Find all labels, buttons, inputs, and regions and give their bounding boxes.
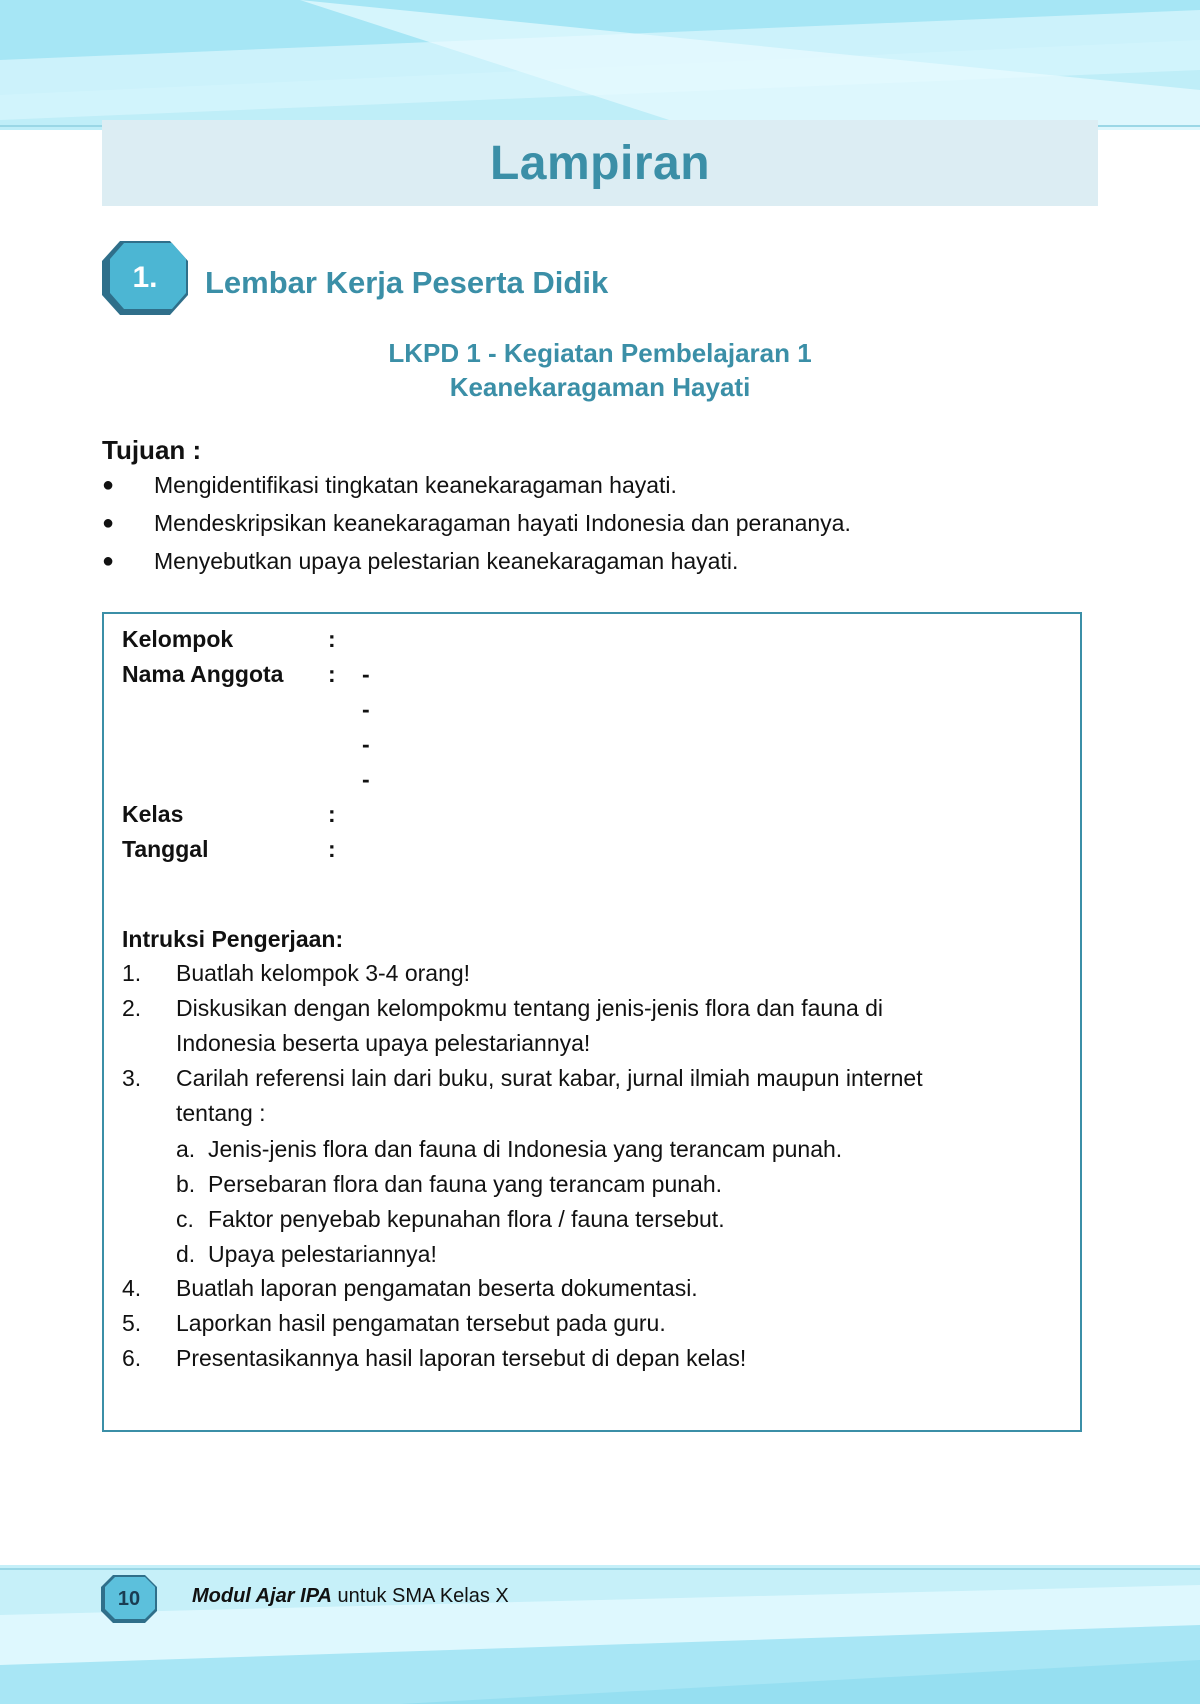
lkpd-title <box>0 336 1200 404</box>
header-decoration <box>0 0 1200 130</box>
bullet-icon: ● <box>102 474 115 496</box>
member-dash: - <box>362 661 370 687</box>
member-dash: - <box>362 731 370 757</box>
tujuan-heading: Tujuan : <box>102 435 202 465</box>
footer-decoration <box>0 1565 1200 1704</box>
page-number: 10 <box>117 1587 141 1610</box>
page-number-badge <box>100 1574 158 1624</box>
footer-book-title: Modul Ajar IPA untuk SMA Kelas X <box>192 1585 509 1607</box>
page-title: Lampiran <box>489 136 711 190</box>
member-dash: - <box>362 766 370 792</box>
bullet-icon: ● <box>102 550 115 572</box>
list-item: ● Mengidentifikasi tingkatan keanekaragaman hayati. <box>102 472 677 498</box>
bullet-icon: ● <box>102 512 115 534</box>
section-number: 1. <box>132 261 158 294</box>
list-item: ● Menyebutkan upaya pelestarian keanekaragaman hayati. <box>102 548 739 574</box>
worksheet-box: Kelompok : Nama Anggota : - - - - Kelas : Tanggal : Intruksi Pengerjaan: 1. Buatlah kelompok 3-4 orang! 2. Diskusikan dengan kelompokmu tentang jenis-jenis flora dan fauna di Indonesia beserta upaya pelestariannya! 3. Carilah referensi lain dari buku, surat kabar, jurnal ilmiah maupun internet tentang : a. Jenis-jenis flora dan fauna di Indonesia yang terancam punah. b. Persebaran flora dan fauna yang terancam punah. c. Faktor penyebab kepunahan flora / fauna tersebut. d. Upaya pelestariannya! 4. Buatlah laporan pengamatan beserta dokumentasi. 5. Laporkan hasil pengamatan tersebut pada guru. 6. Presentasikannya hasil laporan tersebut di depan kelas! <box>102 612 1082 1432</box>
tujuan-list <box>102 470 851 584</box>
lkpd-title-line2: Keanekaragaman Hayati <box>449 372 751 402</box>
instructions-heading: Intruksi Pengerjaan: <box>122 926 344 952</box>
list-item: ● Mendeskripsikan keanekaragaman hayati Indonesia dan perananya. <box>102 510 851 536</box>
section-title: Lembar Kerja Peserta Didik <box>205 265 609 300</box>
lkpd-title-line1: LKPD 1 - Kegiatan Pembelajaran 1 <box>388 338 812 368</box>
section-number-badge <box>100 239 190 317</box>
title-banner <box>102 120 1098 206</box>
member-dash: - <box>362 696 370 722</box>
